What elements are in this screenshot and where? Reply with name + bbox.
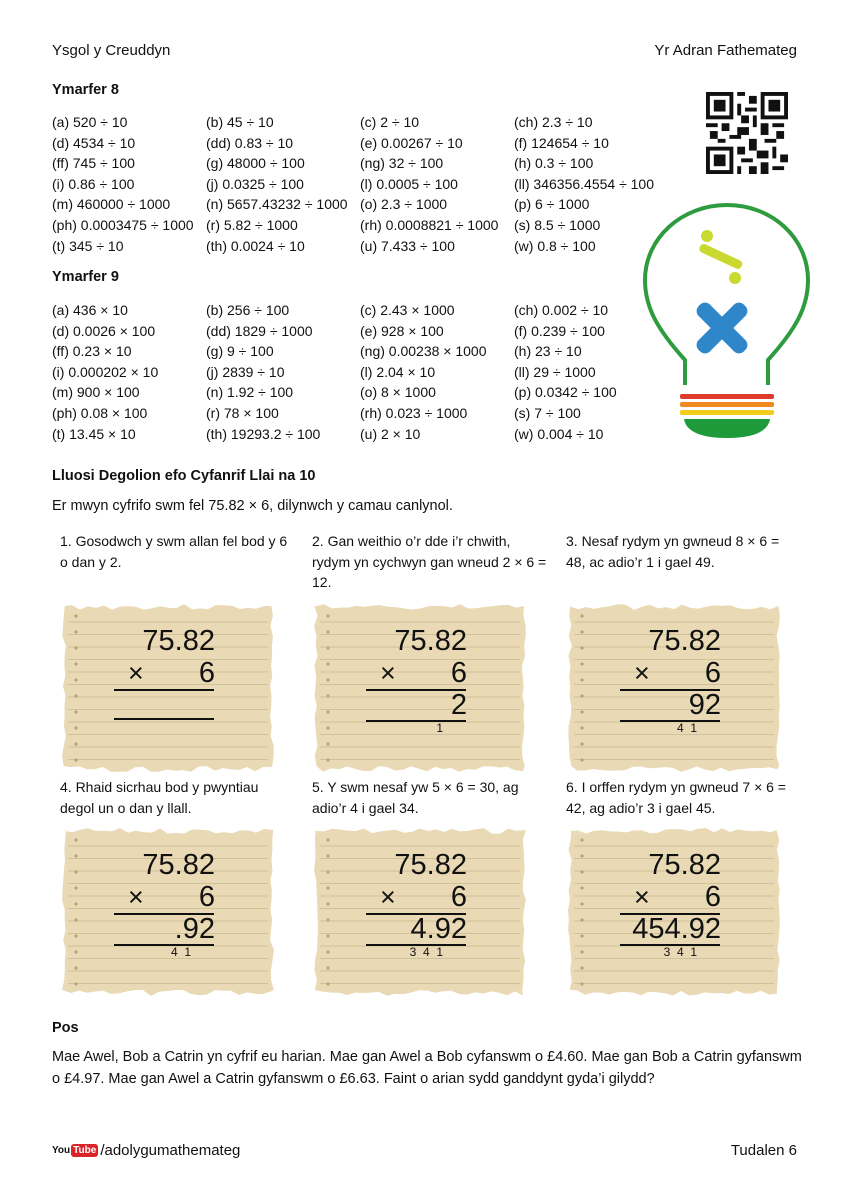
multiplicand: 75.82 [394,625,467,657]
multiplicand: 75.82 [394,849,467,881]
times-symbol: × [380,882,396,912]
multiplier: 6 [704,657,721,689]
exercise-item: (s) 8.5 ÷ 1000 [514,216,601,233]
answer-line [366,720,466,722]
exercise-item: (ll) 346356.4554 ÷ 100 [514,175,655,192]
exercise-item: (h) 23 ÷ 10 [514,343,582,360]
exercise-item: (u) 7.433 ÷ 100 [360,237,455,254]
exercise-item: (ch) 2.3 ÷ 10 [514,114,593,130]
exercise-item: (l) 2.04 × 10 [360,363,436,380]
multiply-icon [694,300,751,357]
exercise-item: (ff) 745 ÷ 100 [52,155,135,172]
answer-line [114,718,214,720]
exercise-item: (r) 78 × 100 [206,404,279,421]
exercise-item: (j) 2839 ÷ 10 [206,363,285,380]
exercise-item: (p) 6 ÷ 1000 [514,196,590,213]
paper-note [566,596,781,774]
carry-digits: 3 4 1 [663,945,697,959]
page-number: Tudalen 6 [730,1142,797,1159]
carry-digits: 4 1 [676,721,697,735]
exercise-item: (rh) 0.023 ÷ 1000 [360,404,468,421]
exercise-item: (ll) 29 ÷ 1000 [514,363,596,380]
ymarfer-8-title: Ymarfer 8 [52,82,119,98]
exercise-item: (a) 520 ÷ 10 [52,114,128,130]
exercise-item: (d) 0.0026 × 100 [52,322,156,339]
partial-result: 92 [688,689,721,721]
paper-note [60,596,275,774]
exercise-item: (h) 0.3 ÷ 100 [514,155,594,172]
channel-name: /adolygumathemateg [100,1142,241,1159]
exercise-item: (th) 0.0024 ÷ 10 [206,237,305,254]
exercise-item: (n) 1.92 ÷ 100 [206,384,294,401]
times-symbol: × [380,658,396,688]
exercise-item: (g) 48000 ÷ 100 [206,155,305,172]
exercise-item: (g) 9 ÷ 100 [206,343,274,360]
exercise-item: (t) 13.45 × 10 [52,425,136,442]
exercise-item: (ng) 32 ÷ 100 [360,155,444,172]
times-symbol: × [634,658,650,688]
qr-code-icon [706,92,788,174]
exercise-item: (j) 0.0325 ÷ 100 [206,175,304,192]
times-symbol: × [634,882,650,912]
pos-text: Mae Awel, Bob a Catrin yn cyfrif eu harian. Mae gan Awel a Bob cyfanswm o £4.60. Mae gan Bob a Catrin gyfanswm o £4.97. Mae gan Awel a Catrin gyfanswm o £6.63. Faint o arian sydd ganddynt gyda’i gilydd? [52,1049,802,1087]
exercise-item: (r) 5.82 ÷ 1000 [206,216,298,233]
exercise-item: (m) 900 × 100 [52,384,140,401]
exercise-item: (f) 124654 ÷ 10 [514,134,609,151]
multiplier: 6 [450,881,467,913]
step-caption: 4. Rhaid sicrhau bod y pwyntiau degol un o dan y llall. [60,779,259,816]
partial-result: 2 [450,689,467,721]
exercise-item: (w) 0.8 ÷ 100 [514,237,596,254]
multiplier: 6 [450,657,467,689]
exercise-item: (o) 2.3 ÷ 1000 [360,196,448,213]
exercise-item: (ng) 0.00238 × 1000 [360,343,487,360]
exercise-item: (s) 7 ÷ 100 [514,404,581,421]
exercise-item: (dd) 1829 ÷ 1000 [206,322,313,339]
divide-icon [698,230,743,284]
footer-channel[interactable] [52,1142,240,1159]
multiplicand: 75.82 [142,625,215,657]
exercise-item: (ff) 0.23 × 10 [52,343,132,360]
partial-result: 4.92 [410,913,467,945]
youtube-icon: You Tube [52,1145,97,1156]
exercise-item: (o) 8 × 1000 [360,384,436,401]
exercise-item: (a) 436 × 10 [52,302,128,318]
multiplier: 6 [704,881,721,913]
answer-line [620,720,720,722]
exercise-item: (t) 345 ÷ 10 [52,237,124,254]
exercise-item: (rh) 0.0008821 ÷ 1000 [360,216,499,233]
multiplier: 6 [198,657,215,689]
exercise-item: (u) 2 × 10 [360,425,421,442]
exercise-item: (ph) 0.08 × 100 [52,404,148,421]
rule-line [114,689,214,691]
step-caption: 1. Gosodwch y swm allan fel bod y 6 o dan y 2. [60,533,288,570]
times-symbol: × [128,658,144,688]
partial-result: .92 [174,913,215,945]
exercise-item: (c) 2.43 × 1000 [360,302,455,318]
step-caption: 3. Nesaf rydym yn gwneud 8 × 6 = 48, ac adio’r 1 i gael 49. [566,533,780,570]
multiplicand: 75.82 [648,625,721,657]
exercise-item: (m) 460000 ÷ 1000 [52,196,171,213]
pos-title: Pos [52,1020,79,1036]
multiplicand: 75.82 [142,849,215,881]
exercise-item: (e) 928 × 100 [360,322,444,339]
ymarfer-9-exercises [52,300,672,444]
exercise-item: (n) 5657.43232 ÷ 1000 [206,196,348,213]
exercise-item: (e) 0.00267 ÷ 10 [360,134,463,151]
exercise-item: (ph) 0.0003475 ÷ 1000 [52,216,194,233]
department-name: Yr Adran Fathemateg [654,42,797,59]
ymarfer-8-exercises [52,112,672,256]
multiplicand: 75.82 [648,849,721,881]
exercise-item: (d) 4534 ÷ 10 [52,134,136,151]
carry-digits: 4 1 [170,945,191,959]
answer-line [114,944,214,946]
paper-note [566,820,781,998]
carry-digits: 3 4 1 [409,945,443,959]
exercise-item: (dd) 0.83 ÷ 10 [206,134,294,151]
carry-digits: 1 [436,721,443,735]
paper-note [312,820,527,998]
exercise-item: (th) 19293.2 ÷ 100 [206,425,321,442]
step-caption: 6. I orffen rydym yn gwneud 7 × 6 = 42, ag adio’r 3 i gael 45. [566,779,786,816]
paper-note [312,596,527,774]
exercise-item: (ch) 0.002 ÷ 10 [514,302,609,318]
exercise-item: (p) 0.0342 ÷ 100 [514,384,617,401]
exercise-item: (l) 0.0005 ÷ 100 [360,175,458,192]
ymarfer-9-title: Ymarfer 9 [52,269,119,285]
times-symbol: × [128,882,144,912]
method-intro: Er mwyn cyfrifo swm fel 75.82 × 6, dilynwch y camau canlynol. [52,498,453,514]
exercise-item: (i) 0.000202 × 10 [52,363,159,380]
step-caption: 2. Gan weithio o’r dde i’r chwith, rydym yn cychwyn gan wneud 2 × 6 = 12. [312,533,547,591]
method-title: Lluosi Degolion efo Cyfanrif Llai na 10 [52,468,316,484]
paper-note [60,820,275,998]
exercise-item: (w) 0.004 ÷ 10 [514,425,604,442]
step-caption: 5. Y swm nesaf yw 5 × 6 = 30, ag adio’r 4 i gael 34. [312,779,519,816]
exercise-item: (c) 2 ÷ 10 [360,114,420,130]
exercise-item: (f) 0.239 ÷ 100 [514,322,605,339]
partial-result: 454.92 [632,913,721,945]
exercise-item: (b) 256 ÷ 100 [206,302,290,318]
school-name: Ysgol y Creuddyn [52,42,171,59]
exercise-item: (b) 45 ÷ 10 [206,114,274,130]
exercise-item: (i) 0.86 ÷ 100 [52,175,135,192]
multiplier: 6 [198,881,215,913]
